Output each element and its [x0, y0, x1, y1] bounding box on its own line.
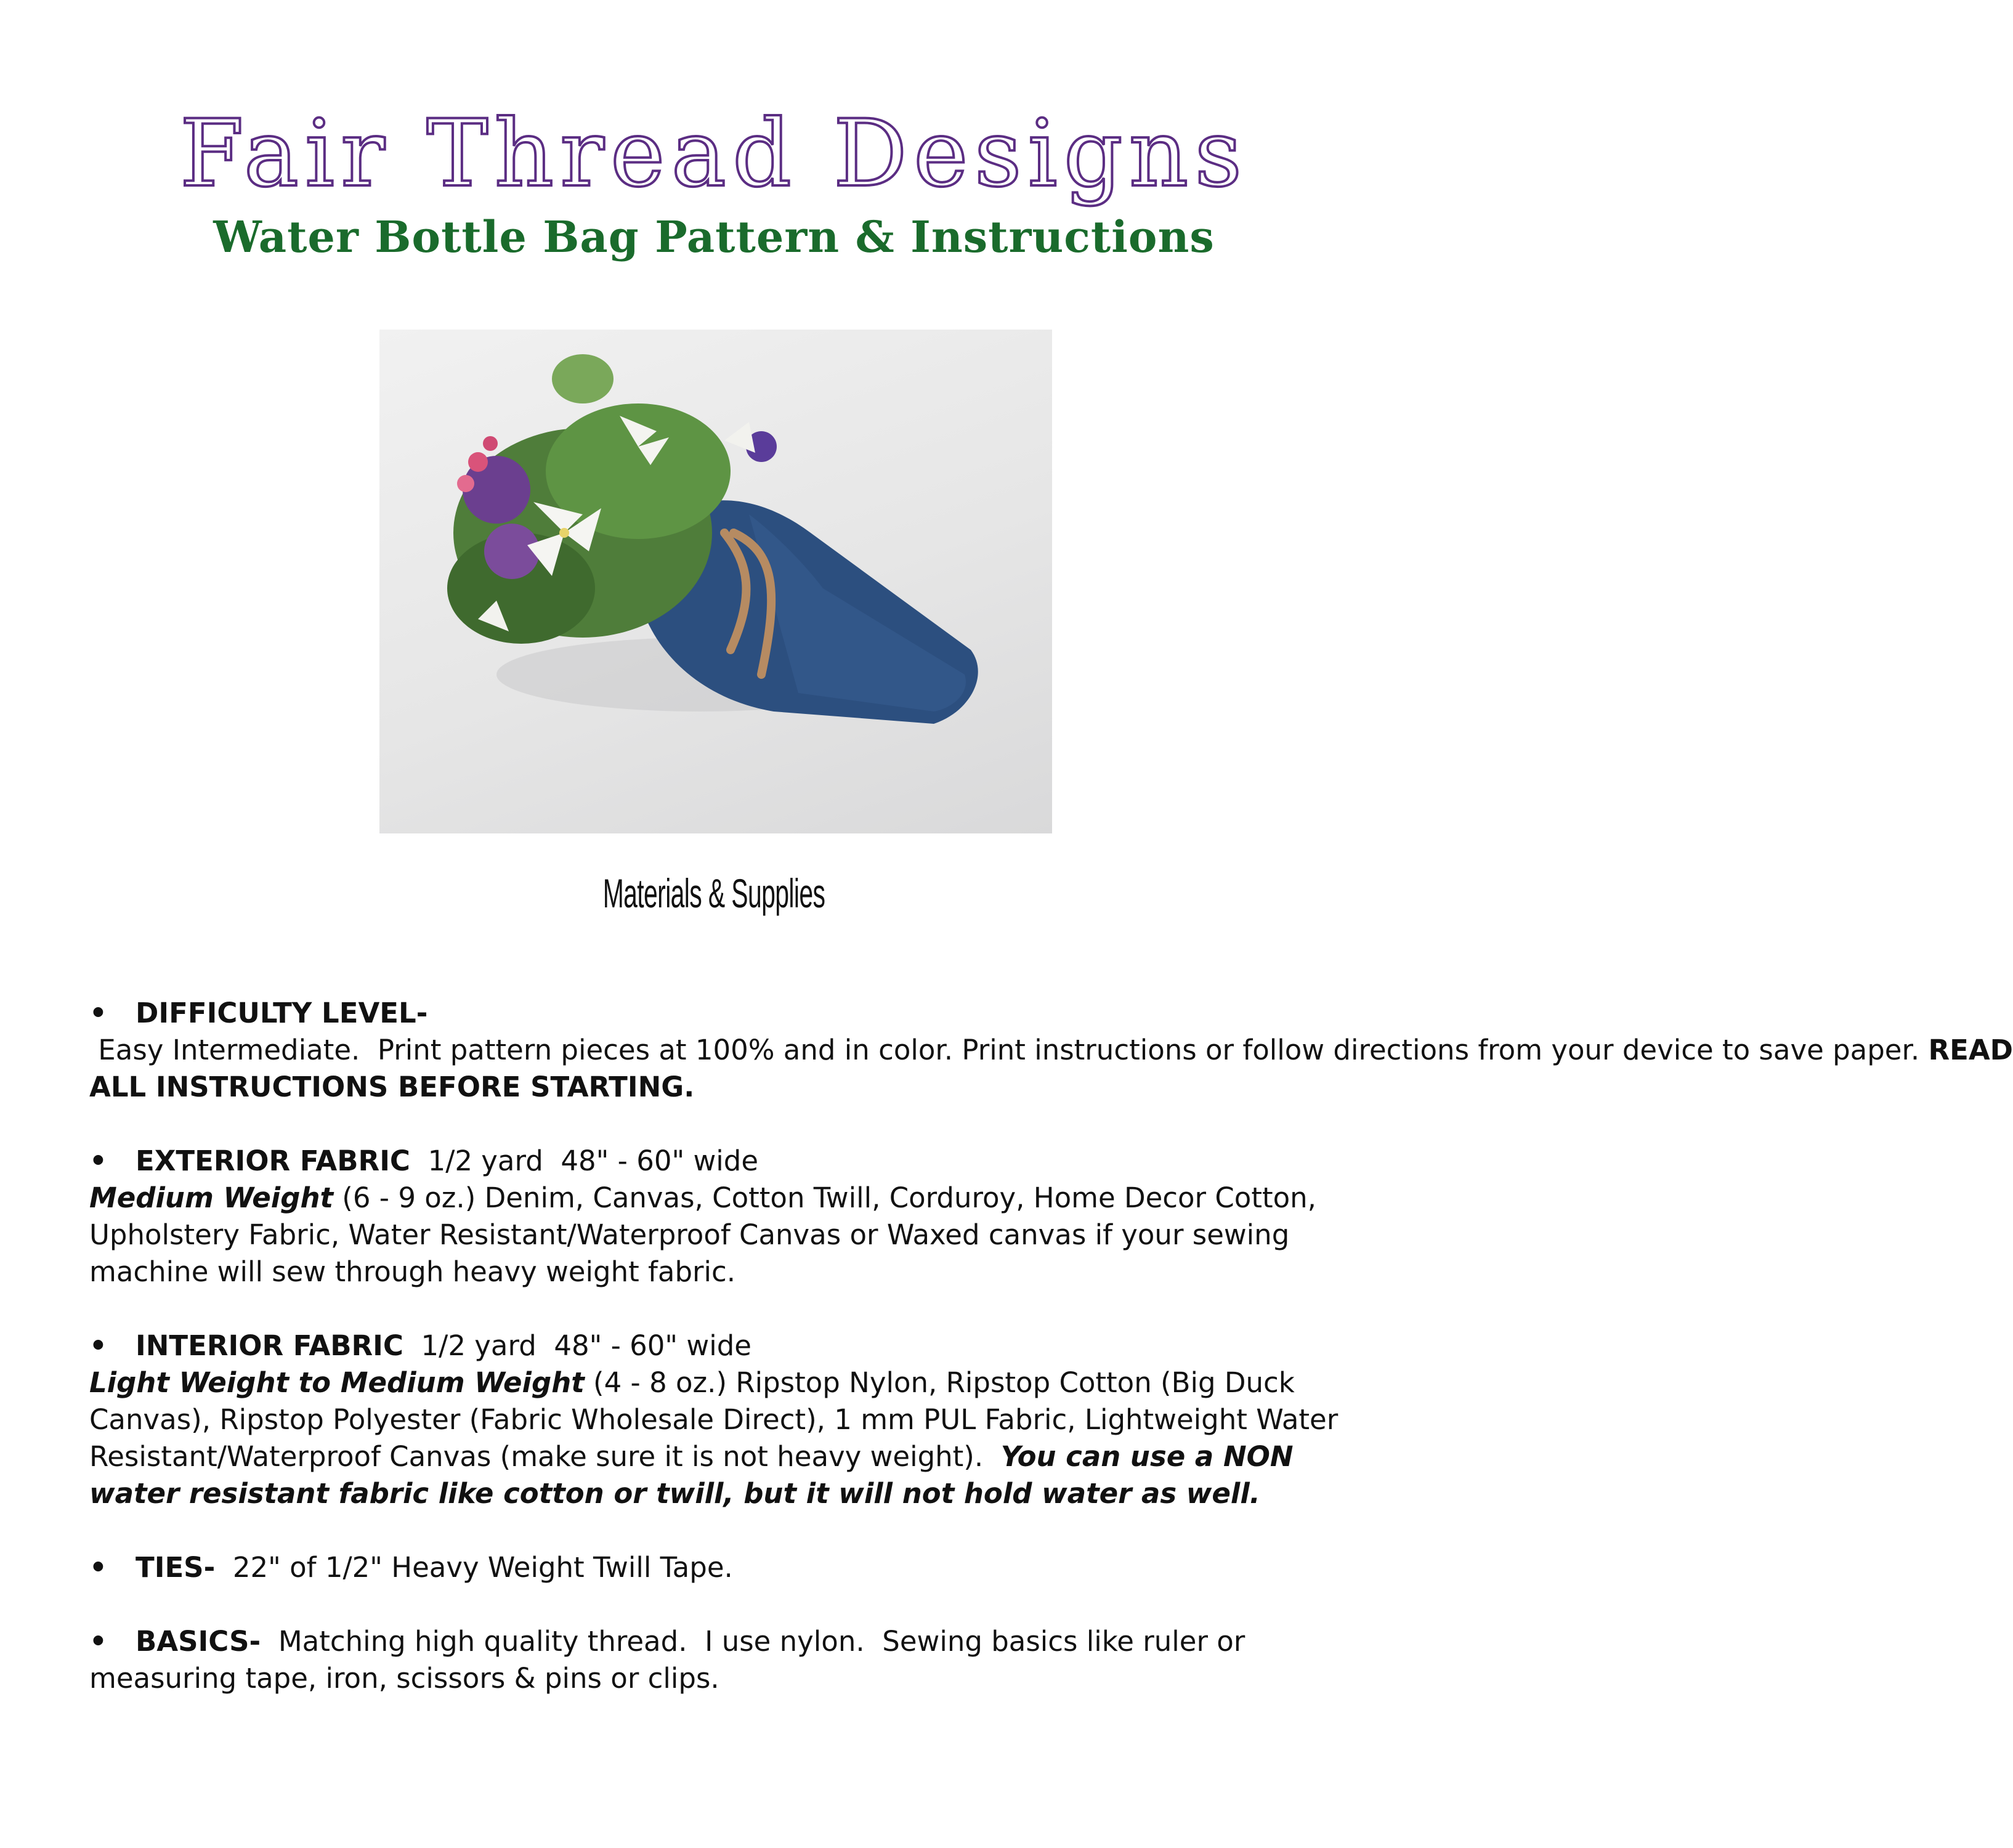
difficulty-text: Easy Intermediate. Print pattern pieces at 100% and in color. Print instructions or follow directions from your device to save paper. — [89, 1034, 1929, 1066]
interior-spec: 1/2 yard 48" - 60" wide — [403, 1329, 751, 1362]
bullet: • — [89, 1329, 107, 1362]
trillium-center — [559, 528, 569, 538]
difficulty-emphasis: READ ALL INSTRUCTIONS BEFORE STARTING. — [89, 1034, 2013, 1103]
interior-label: INTERIOR FABRIC — [136, 1329, 403, 1362]
interior-weight: Light Weight to Medium Weight — [89, 1366, 585, 1399]
trillium-flower-3 — [724, 422, 755, 453]
materials-heading: Materials & Supplies — [602, 870, 825, 916]
basics-text: Matching high quality thread. I use nylon. Sewing basics like ruler or measuring tape, iron, scissors & pins or clips. — [89, 1625, 1254, 1695]
bullet: • — [89, 1625, 107, 1658]
ties-label: TIES- — [136, 1551, 216, 1584]
list-item-difficulty — [89, 995, 2013, 1106]
interior-description — [89, 1364, 1352, 1512]
materials-list — [89, 995, 2013, 1734]
bleeding-heart-1 — [468, 452, 488, 472]
bullet: • — [89, 1145, 107, 1177]
ties-line — [89, 1549, 1352, 1586]
allium-flower-2 — [484, 524, 540, 579]
brand-title: Fair Thread Designs — [179, 100, 1249, 208]
exterior-text: (6 - 9 oz.) Denim, Canvas, Cotton Twill, Corduroy, Home Decor Cotton, Upholstery Fabric, Water Resistant/Waterproof Canvas or Waxed canvas if your sewing machine will sew through heavy weight fabric. — [89, 1181, 1316, 1288]
basics-line — [89, 1623, 1352, 1697]
exterior-description — [89, 1180, 1352, 1291]
bullet: • — [89, 1551, 107, 1584]
pattern-subtitle: Water Bottle Bag Pattern & Instructions — [213, 211, 1215, 262]
list-item-exterior-fabric — [89, 1143, 1352, 1291]
list-item-basics — [89, 1623, 1352, 1697]
exterior-spec: 1/2 yard 48" - 60" wide — [410, 1145, 759, 1177]
interior-heading-line — [89, 1327, 1352, 1364]
fern-top — [552, 354, 614, 403]
exterior-weight: Medium Weight — [89, 1181, 333, 1214]
basics-label: BASICS- — [136, 1625, 261, 1658]
difficulty-label: DIFFICULTY LEVEL- — [136, 997, 428, 1029]
list-item-interior-fabric — [89, 1327, 1352, 1512]
list-item-ties — [89, 1549, 1352, 1586]
interior-note: You can use a NON water resistant fabric like cotton or twill, but it will not hold water as well. — [89, 1440, 1294, 1510]
product-photo-illustration — [379, 330, 1052, 833]
bullet: • — [89, 997, 107, 1029]
product-photo — [379, 330, 1052, 833]
difficulty-paragraph — [89, 995, 2013, 1106]
bleeding-heart-2 — [457, 475, 474, 492]
exterior-heading-line — [89, 1143, 1352, 1180]
ties-text: 22" of 1/2" Heavy Weight Twill Tape. — [215, 1551, 733, 1584]
bleeding-heart-3 — [483, 436, 498, 451]
interior-text: (4 - 8 oz.) Ripstop Nylon, Ripstop Cotton (Big Duck Canvas), Ripstop Polyester (Fabric Wholesale Direct), 1 mm PUL Fabric, Lightweight Water Resistant/Waterproof Canvas (make sure it is not heavy weight). — [89, 1366, 1347, 1473]
exterior-label: EXTERIOR FABRIC — [136, 1145, 410, 1177]
